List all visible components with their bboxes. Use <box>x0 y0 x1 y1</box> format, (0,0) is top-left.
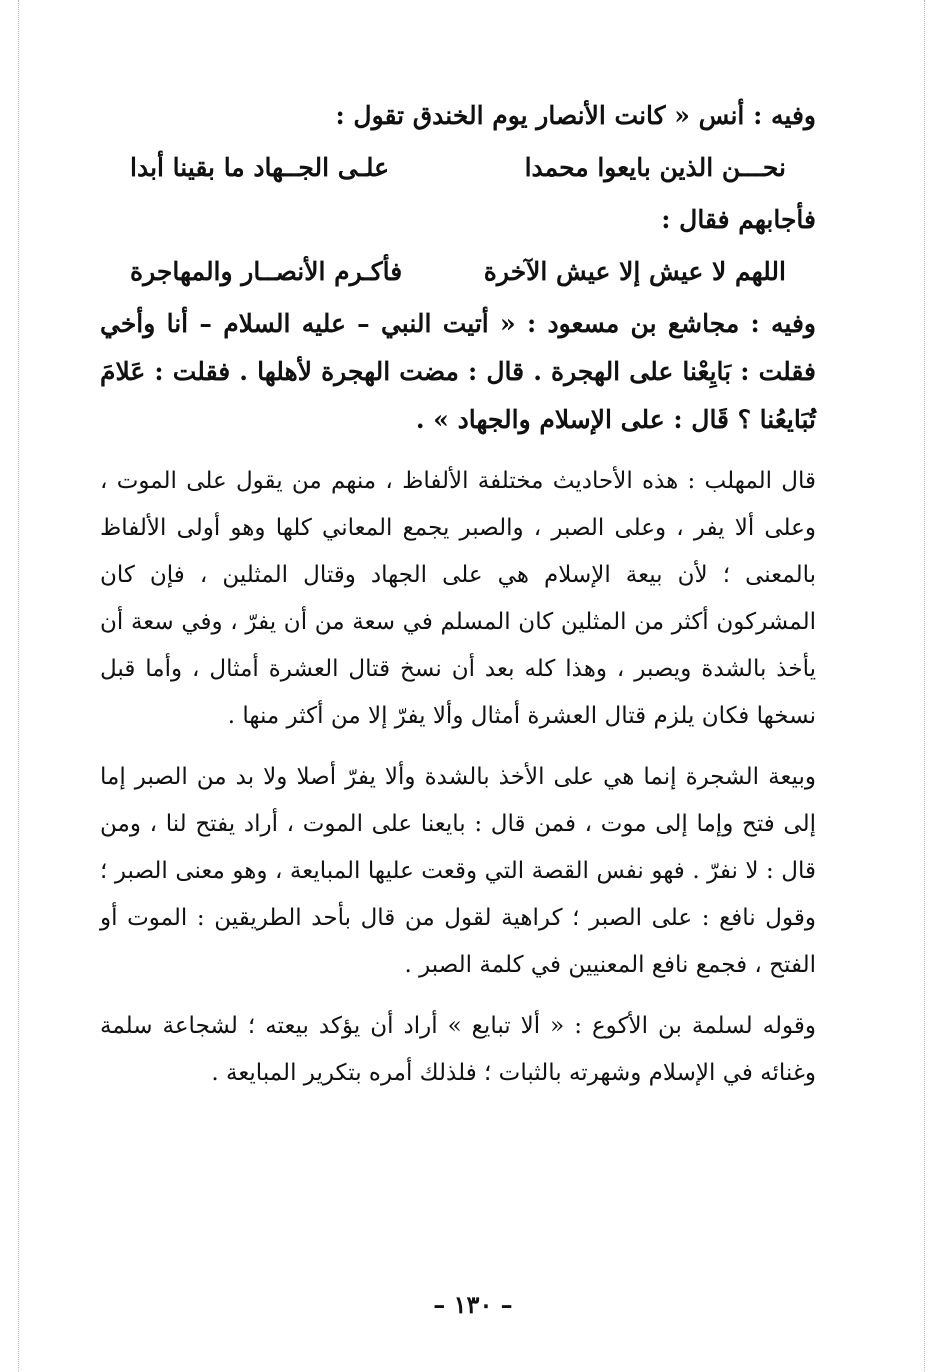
verse-2-first-hemistich: اللهم لا عيش إلا عيش الآخرة <box>483 257 786 286</box>
verse-2-second-hemistich: فأكـرم الأنصــار والمهاجرة <box>130 257 403 286</box>
hadith-mujashi: وفيه : مجاشع بن مسعود : « أتيت النبي – عليه السلام – أنا وأخي فقلت : بَايِعْنا على الهجرة . قال : مضت الهجرة لأهلها . فقلت : عَلامَ تُبَايعُنا ؟ قَال : على الإسلام والجهاد » . <box>100 309 816 434</box>
verse-2 <box>100 244 816 300</box>
right-margin-guide <box>924 0 925 1372</box>
page-number: – ١٣٠ – <box>433 1290 513 1319</box>
verse-1-first-hemistich: نحـــن الذين بايعوا محمدا <box>524 153 786 182</box>
left-margin-guide <box>18 0 19 1372</box>
commentary-paragraph-2: وبيعة الشجرة إنما هي على الأخذ بالشدة وألا يفرّ أصلا ولا بد من الصبر إما إلى فتح وإما إلى موت ، فمن قال : بايعنا على الموت ، أراد يفتح لنا ، ومن قال : لا نفرّ . فهو نفس القصة التي وقعت عليها المبايعة ، وهو معنى الصبر ؛ وقول نافع : على الصبر ؛ كراهية لقول من قال بأحد الطريقين : الموت أو الفتح ، فجمع نافع المعنيين في كلمة الصبر . <box>100 764 816 978</box>
commentary-paragraph-1: قال المهلب : هذه الأحاديث مختلفة الألفاظ ، منهم من يقول على الموت ، وعلى ألا يفر ، وعلى الصبر ، والصبر يجمع المعاني كلها وهو أولى الألفاظ بالمعنى ؛ لأن بيعة الإسلام هي على الجهاد وقتال المثلين ، فإن كان المشركون أكثر من المثلين كان المسلم في سعة من أن يفرّ ، وفي سعة أن يأخذ بالشدة ويصبر ، وهذا كله بعد أن نسخ قتال العشرة أمثال ، وأما قبل نسخها فكان يلزم قتال العشرة أمثال وألا يفرّ إلا من أكثر منها . <box>100 468 816 729</box>
verse-1-second-hemistich: علـى الجــهاد ما بقينا أبدا <box>130 153 390 182</box>
hadith-intro-line: وفيه : أنس « كانت الأنصار يوم الخندق تقول : <box>335 101 816 130</box>
commentary-paragraph-3: وقوله لسلمة بن الأكوع : « ألا تبايع » أراد أن يؤكد بيعته ؛ لشجاعة سلمة وغنائه في الإسلام وشهرته بالثبات ؛ فلذلك أمره بتكرير المبايعة . <box>100 1013 816 1086</box>
verse-1 <box>100 140 816 196</box>
page-body <box>100 92 816 1097</box>
reply-intro-line: فأجابهم فقال : <box>661 205 816 234</box>
